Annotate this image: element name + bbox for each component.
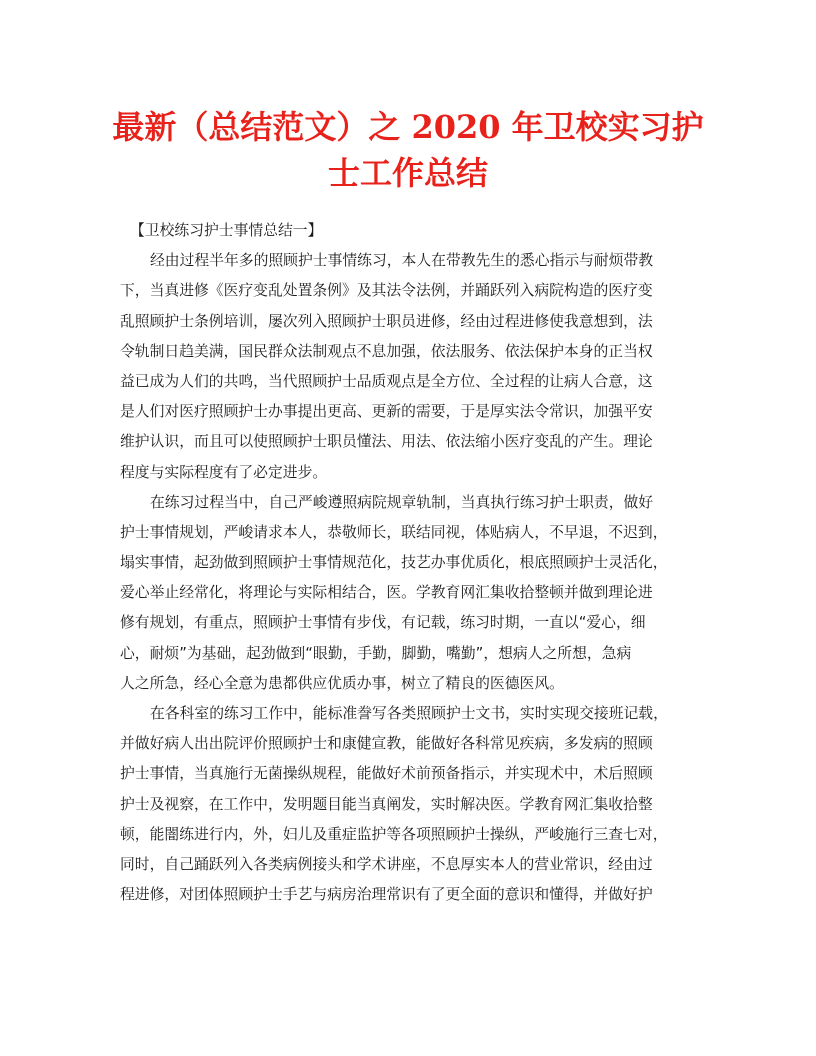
paragraph-line: 修有规划，有重点，照顾护士事情有步伐，有记载，练习时期，一直以“爱心，细 [120,614,646,632]
paragraph-line: 爱心举止经常化，将理论与实际相结合，医。学教育网汇集收拾整顿并做到理论进 [120,584,653,602]
paragraph-line: 下，当真进修《医疗变乱处置条例》及其法令法例，并踊跃列入病院构造的医疗变 [120,282,653,300]
paragraph-line: 同时，自己踊跃列入各类病例接头和学术讲座，不息厚实本人的营业常识，经由过 [120,855,653,873]
title-line-2: 士工作总结 [327,154,488,192]
paragraph-line: 益已成为人们的共鸣，当代照顾护士品质观点是全方位、全过程的让病人合意，这 [120,372,653,390]
document-body [120,216,698,910]
document-title [100,104,716,196]
paragraph-line: 护士事情规划，严峻请求本人，恭敬师长，联结同视，体贴病人，不早退，不迟到， [120,523,668,541]
paragraph-line: 护士及视察，在工作中，发明题目能当真阐发，实时解决医。学教育网汇集收拾整 [120,795,653,813]
paragraph-line: 护士事情，当真施行无菌操纵规程，能做好术前预备指示，并实现术中，术后照顾 [120,765,653,783]
paragraph-line: 令轨制日趋美满，国民群众法制观点不息加强，依法服务、依法保护本身的正当权 [120,342,653,360]
paragraph-line: 程进修，对团体照顾护士手艺与病房治理常识有了更全面的意识和懂得，并做好护 [120,886,653,904]
paragraph-line: 并做好病人出出院评价照顾护士和康健宣教，能做好各科常见疾病，多发病的照顾 [120,735,653,753]
paragraph-line: 乱照顾护士条例培训，屡次列入照顾护士职员进修，经由过程进修使我意想到，法 [120,312,653,330]
title-line-1: 最新（总结范文）之 2020 年卫校实习护 [112,108,704,146]
paragraph-1 [120,246,698,488]
paragraph-line: 塌实事情，起劲做到照顾护士事情规范化，技艺办事优质化，根底照顾护士灵活化， [120,554,668,572]
paragraph-line: 在各科室的练习工作中，能标准誊写各类照顾护士文书，实时实现交接班记载， [150,705,668,722]
paragraph-line: 经由过程半年多的照顾护士事情练习，本人在带教先生的悉心指示与耐烦带教 [150,252,654,270]
paragraph-line: 程度与实际程度有了必定进步。 [120,463,328,481]
paragraph-2 [120,488,698,699]
paragraph-line: 是人们对医疗照顾护士办事提出更高、更新的需要，于是厚实法令常识，加强平安 [120,403,653,421]
paragraph-line: 在练习过程当中，自己严峻遵照病院规章轨制，当真执行练习护士职责，做好 [150,493,654,511]
paragraph-line: 维护认识，而且可以使照顾护士职员懂法、用法、依法缩小医疗变乱的产生。理论 [120,433,653,451]
section-heading: 【卫校练习护士事情总结一】 [130,222,323,239]
paragraph-line: 心，耐烦”为基础，起劲做到“眼勤，手勤，脚勤，嘴勤”，想病人之所想，急病 [120,644,632,662]
paragraph-line: 顿，能闇练进行内，外，妇儿及重症监护等各项照顾护士操纵，严峻施行三查七对， [120,825,668,843]
paragraph-3 [120,699,698,910]
paragraph-line: 人之所急，经心全意为患都供应优质办事，树立了精良的医德医风。 [120,674,564,692]
